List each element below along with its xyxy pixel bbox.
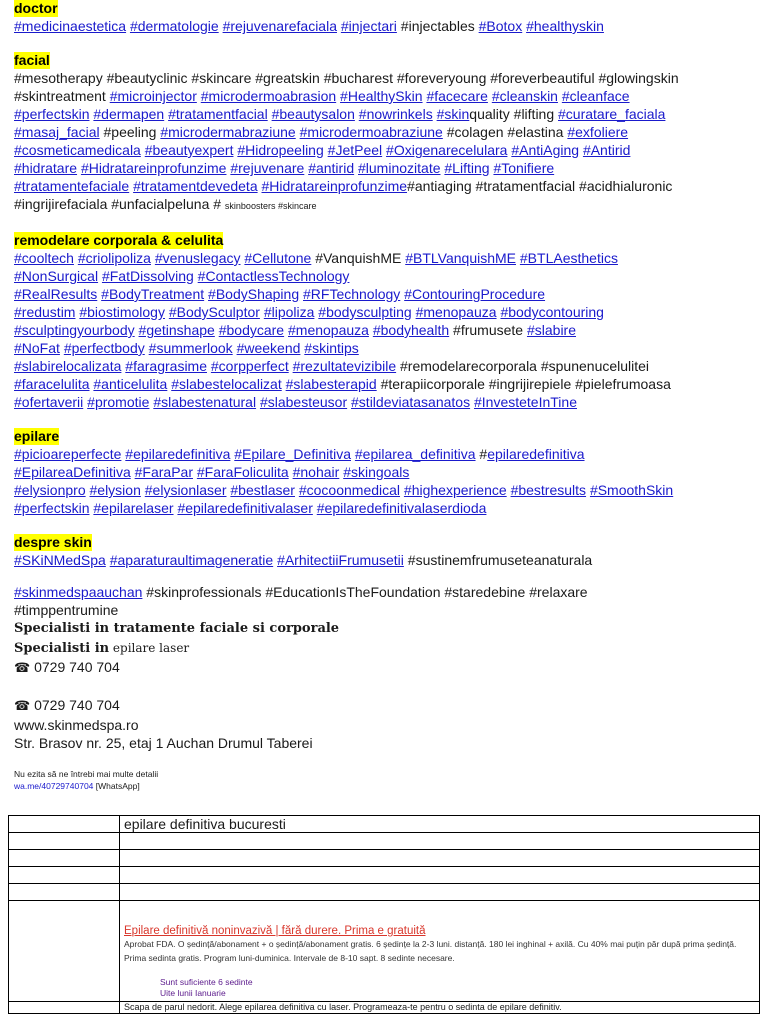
hashtag-link[interactable]: #tratamentfacial <box>168 106 268 122</box>
contact-note <box>14 768 759 792</box>
table-cell <box>120 833 760 850</box>
plain-text: #skinprofessionals #EducationIsTheFoundation #staredebine #relaxare <box>142 584 588 600</box>
hashtag-link[interactable]: #bestlaser <box>230 482 295 498</box>
hashtag-line <box>14 321 759 339</box>
document-body <box>14 0 759 792</box>
address-text: Str. Brasov nr. 25, etaj 1 Auchan Drumul Taberei <box>14 735 313 751</box>
section-heading: despre skin <box>14 534 92 550</box>
hashtag-link[interactable]: #Cellutone <box>244 250 312 266</box>
plain-text: #timppentrumine <box>14 602 119 618</box>
hashtag-line <box>14 69 759 87</box>
hashtag-link[interactable]: #JetPeel <box>327 142 383 158</box>
hashtag-link[interactable]: #rezultatevizibile <box>292 358 397 374</box>
hashtag-link[interactable]: #Antirid <box>582 142 631 158</box>
hashtag-link[interactable]: #curatare_faciala <box>558 106 666 122</box>
section-facial <box>14 52 759 215</box>
specialists-line-2-bold: Specialisti in <box>14 641 110 656</box>
hashtag-link[interactable]: #venuslegacy <box>154 250 241 266</box>
hashtag-block <box>14 551 759 569</box>
hashtag-link[interactable]: #perfectbody <box>63 340 145 356</box>
hashtag-line <box>14 445 759 463</box>
phone-number-2[interactable]: 0729 740 704 <box>34 697 120 713</box>
hashtag-link[interactable]: #ArhitectiiFrumusetii <box>277 552 404 568</box>
hashtag-link[interactable]: #elysionlaser <box>144 482 227 498</box>
phone-icon: ☎ <box>14 699 31 714</box>
hashtag-link[interactable]: #medicinaestetica <box>14 18 127 34</box>
table-cell <box>120 850 760 867</box>
hashtag-link[interactable]: #epilarea_definitiva <box>354 446 476 462</box>
hashtag-link[interactable]: #Hidratareinprofunzime <box>261 178 408 194</box>
hashtag-link[interactable]: #faragrasime <box>125 358 207 374</box>
hashtag-line <box>14 499 759 517</box>
hashtag-link[interactable]: #microinjector <box>109 88 197 104</box>
hashtag-link[interactable]: #RealResults <box>14 286 98 302</box>
section-heading: facial <box>14 52 50 68</box>
hashtag-line <box>14 17 759 35</box>
table-cell <box>9 884 120 901</box>
hashtag-line <box>14 339 759 357</box>
table-row <box>9 816 760 833</box>
hashtag-link[interactable]: #stildeviatasanatos <box>351 394 471 410</box>
hashtag-line <box>14 393 759 411</box>
table-cell <box>9 867 120 884</box>
hashtag-link[interactable]: #nowrinkels <box>358 106 433 122</box>
hashtag-line <box>14 357 759 375</box>
footer-tags <box>14 583 759 619</box>
specialists-line-2-rest: epilare laser <box>109 641 190 655</box>
hashtag-link[interactable]: #EpilareaDefinitiva <box>14 464 131 480</box>
hashtag-link[interactable]: #summerlook <box>148 340 233 356</box>
hashtag-link[interactable]: #epilaredefinitivalaser <box>177 500 313 516</box>
plain-text: #terapiicorporale #ingrijirepiele #pielefrumoasa <box>376 376 671 392</box>
plain-text: #injectables <box>396 18 479 34</box>
hashtag-link[interactable]: #weekend <box>236 340 301 356</box>
hashtag-link[interactable]: #SKiNMedSpa <box>14 552 106 568</box>
hashtag-link[interactable]: #ContactlessTechnology <box>197 268 350 284</box>
hashtag-link[interactable]: #skin <box>436 106 470 122</box>
hashtag-line <box>14 177 759 195</box>
hashtag-link[interactable]: #BodySculptor <box>168 304 260 320</box>
hashtag-link[interactable]: #bodyhealth <box>372 322 450 338</box>
phone-line-2 <box>14 696 759 716</box>
hashtag-block <box>14 17 759 35</box>
plain-text: skinboosters #skincare <box>224 201 317 211</box>
hashtag-link[interactable]: #menopauza <box>415 304 497 320</box>
table-last-cell: Scapa de parul nedorit. Alege epilarea definitiva cu laser. Programeaza-te pentru o sedinta de epilare definitiv. <box>120 1002 760 1014</box>
hashtag-line <box>14 141 759 159</box>
hashtag-link[interactable]: #corpperfect <box>210 358 289 374</box>
plain-text: #ingrijirefaciala #unfacialpeluna # <box>14 196 225 212</box>
table-row <box>9 850 760 867</box>
hashtag-link[interactable]: #cleanskin <box>491 88 558 104</box>
whatsapp-line <box>14 780 759 792</box>
hashtag-link[interactable]: #antirid <box>308 160 355 176</box>
plain-text: #VanquishME <box>311 250 406 266</box>
section-heading: doctor <box>14 0 58 16</box>
phone-icon: ☎ <box>14 661 31 676</box>
hashtag-link[interactable]: #elysionpro <box>14 482 86 498</box>
hashtag-line <box>14 303 759 321</box>
table-row <box>9 833 760 850</box>
hashtag-link[interactable]: #HealthySkin <box>340 88 423 104</box>
hashtag-link[interactable]: #highexperience <box>403 482 507 498</box>
hashtag-link[interactable]: #perfectskin <box>14 106 90 122</box>
hashtag-link[interactable]: #slabirelocalizata <box>14 358 122 374</box>
hashtag-link[interactable]: #Lifting <box>444 160 490 176</box>
hashtag-link[interactable]: #rejuvenare <box>230 160 305 176</box>
table-cell <box>9 833 120 850</box>
hashtag-link[interactable]: #bodysculpting <box>318 304 412 320</box>
hashtag-link[interactable]: #nohair <box>292 464 340 480</box>
hashtag-link[interactable]: #slabesterapid <box>285 376 377 392</box>
hashtag-link[interactable]: #cooltech <box>14 250 74 266</box>
hashtag-link[interactable]: #rejuvenarefaciala <box>222 18 337 34</box>
hashtag-link[interactable]: #picioareperfecte <box>14 446 122 462</box>
section-heading: epilare <box>14 428 60 444</box>
hashtag-link[interactable]: #aparaturaultimageneratie <box>109 552 274 568</box>
table-cell <box>120 867 760 884</box>
hashtag-link[interactable]: #Botox <box>478 18 523 34</box>
hashtag-link[interactable]: #ContouringProcedure <box>404 286 546 302</box>
plain-text: # <box>475 446 488 462</box>
plain-text: #colagen #elastina <box>442 124 568 140</box>
hashtag-link[interactable]: #tratamentefaciale <box>14 178 130 194</box>
hashtag-link[interactable]: #microdermoabraziune <box>299 124 443 140</box>
hashtag-link[interactable]: #NoFat <box>14 340 60 356</box>
hashtag-line <box>14 285 759 303</box>
hashtag-link[interactable]: #FatDissolving <box>101 268 194 284</box>
hashtag-link[interactable]: #bodycare <box>218 322 285 338</box>
hashtag-block <box>14 69 759 215</box>
hashtag-link[interactable]: #microdermoabrasion <box>200 88 337 104</box>
hashtag-link[interactable]: #FaraFoliculita <box>196 464 289 480</box>
hashtag-link[interactable]: #injectari <box>340 18 397 34</box>
hashtag-link[interactable]: #Epilare_Definitiva <box>234 446 351 462</box>
hashtag-link[interactable]: #BTLAesthetics <box>519 250 618 266</box>
hashtag-link[interactable]: #cleanface <box>561 88 630 104</box>
hashtag-link[interactable]: #lipoliza <box>263 304 315 320</box>
hashtag-link[interactable]: #epilaredefinitiva <box>125 446 231 462</box>
plain-text: quality #lifting <box>469 106 559 122</box>
table-cell <box>9 816 120 833</box>
hashtag-link[interactable]: #redustim <box>14 304 76 320</box>
hashtag-link[interactable]: #faracelulita <box>14 376 90 392</box>
hashtag-line <box>14 123 759 141</box>
hashtag-link[interactable]: #epilarelaser <box>93 500 174 516</box>
hashtag-link[interactable]: epilaredefinitiva <box>487 446 585 462</box>
plain-text: #remodelarecorporala #spunenucelulitei <box>396 358 650 374</box>
table-row <box>9 901 760 1002</box>
hashtag-line <box>14 375 759 393</box>
hashtag-line <box>14 87 759 105</box>
section-despre-skin <box>14 534 759 569</box>
hashtag-link[interactable]: #menopauza <box>288 322 369 338</box>
hashtag-link[interactable]: #healthyskin <box>526 18 604 34</box>
plain-text: #skintreatment <box>14 88 110 104</box>
hashtag-link[interactable]: #cosmeticamedicala <box>14 142 141 158</box>
hashtag-link[interactable]: #sculptingyourbody <box>14 322 135 338</box>
hashtag-link[interactable]: #dermatologie <box>129 18 219 34</box>
table-header-cell: epilare definitiva bucuresti <box>120 816 760 833</box>
section-epilare <box>14 428 759 517</box>
table-row <box>9 867 760 884</box>
hashtag-line <box>14 267 759 285</box>
hashtag-link[interactable]: #microdermabraziune <box>160 124 296 140</box>
hashtag-link[interactable]: #Hidropeeling <box>237 142 324 158</box>
plain-text: #peeling <box>99 124 161 140</box>
hashtag-link[interactable]: #beautysalon <box>271 106 355 122</box>
hashtag-line <box>14 463 759 481</box>
hashtag-line <box>14 105 759 123</box>
phone-line-1 <box>14 658 759 678</box>
table-cell <box>9 850 120 867</box>
hashtag-link[interactable]: #AntiAging <box>511 142 580 158</box>
specialists-line-2 <box>14 638 759 658</box>
whatsapp-suffix: [WhatsApp] <box>93 781 140 791</box>
hashtag-link[interactable]: #BodyShaping <box>208 286 300 302</box>
hashtag-link[interactable]: #biostimology <box>79 304 165 320</box>
hashtag-link[interactable]: #beautyexpert <box>144 142 234 158</box>
hashtag-link[interactable]: #RFTechnology <box>303 286 401 302</box>
hashtag-link[interactable]: #elysion <box>89 482 141 498</box>
hashtag-link[interactable]: #Hidratareinprofunzime <box>80 160 227 176</box>
hashtag-link[interactable]: #slabestenatural <box>153 394 257 410</box>
plain-text: #sustinemfrumuseteanaturala <box>403 552 593 568</box>
hashtag-link[interactable]: #slabestelocalizat <box>171 376 282 392</box>
hashtag-link[interactable]: #luminozitate <box>358 160 441 176</box>
hashtag-block <box>14 249 759 411</box>
hashtag-line <box>14 195 759 215</box>
table-row <box>9 884 760 901</box>
hashtag-line <box>14 159 759 177</box>
section-heading: remodelare corporala & celulita <box>14 232 224 248</box>
hashtag-link[interactable]: #BTLVanquishME <box>405 250 516 266</box>
hashtag-link[interactable]: #bestresults <box>510 482 587 498</box>
promo-sub-2: Uite lunii Ianuarie <box>160 988 226 998</box>
hashtag-link[interactable]: #ofertaverii <box>14 394 84 410</box>
footer-tag-line <box>14 583 759 601</box>
hashtag-link[interactable]: #slabire <box>526 322 576 338</box>
hashtag-link[interactable]: #NonSurgical <box>14 268 99 284</box>
section-doctor <box>14 0 759 35</box>
hashtag-line <box>14 249 759 267</box>
table-row <box>9 1002 760 1014</box>
hashtag-line <box>14 481 759 499</box>
promo-text: Aprobat FDA. O ședință/abonament + o ședință/abonament gratis. 6 ședințe la 2-3 luni. distanță. 180 lei inghinal + axilă. Cu 40% mai puțin păr după prima ședință. Prima sedinta gratis. Program luni-duminica. Intervale de 8-10 sapt. 8 sedinte necesare. <box>124 939 737 963</box>
promo-sub-1: Sunt suficiente 6 sedinte <box>160 977 253 987</box>
promo-title-link[interactable]: Epilare definitivă noninvazivă | fără durere. Prima e gratuită <box>124 925 426 937</box>
hashtag-link[interactable]: #skinmedspaauchan <box>14 584 143 600</box>
hashtag-link[interactable]: #skingoals <box>343 464 410 480</box>
table-cell <box>9 901 120 1002</box>
hashtag-link[interactable]: #InvesteteInTine <box>473 394 577 410</box>
whatsapp-link[interactable]: wa.me/40729740704 <box>14 781 94 791</box>
contact-note-text: Nu ezita să ne întrebi mai multe detalii <box>14 769 159 779</box>
hashtag-link[interactable]: #BodyTreatment <box>101 286 205 302</box>
phone-number-1[interactable]: 0729 740 704 <box>34 659 120 675</box>
hashtag-link[interactable]: #criolipoliza <box>77 250 151 266</box>
hashtag-link[interactable]: #cocoonmedical <box>298 482 401 498</box>
hashtag-link[interactable]: #facecare <box>426 88 488 104</box>
hashtag-link[interactable]: #getinshape <box>138 322 215 338</box>
plain-text: #frumusete <box>449 322 527 338</box>
hashtag-link[interactable]: #exfoliere <box>567 124 629 140</box>
hashtag-link[interactable]: #hidratare <box>14 160 78 176</box>
hashtag-link[interactable]: #bodycontouring <box>500 304 604 320</box>
hashtag-link[interactable]: #epilaredefinitivalaserdioda <box>316 500 487 516</box>
hashtag-link[interactable]: #slabesteusor <box>259 394 348 410</box>
section-remodelare-corporala-celulita <box>14 232 759 411</box>
hashtag-link[interactable]: #Oxigenarecelulara <box>386 142 508 158</box>
website-text[interactable]: www.skinmedspa.ro <box>14 717 139 733</box>
hashtag-sections <box>14 0 759 569</box>
plain-text: #antiaging #tratamentfacial #acidhialuronic <box>407 178 673 194</box>
hashtag-link[interactable]: #anticelulita <box>93 376 168 392</box>
hashtag-link[interactable]: #dermapen <box>93 106 165 122</box>
hashtag-link[interactable]: #Tonifiere <box>493 160 555 176</box>
hashtag-block <box>14 445 759 517</box>
hashtag-line <box>14 551 759 569</box>
hashtag-link[interactable]: #SmoothSkin <box>589 482 674 498</box>
table-cell <box>9 1002 120 1014</box>
table-cell <box>120 884 760 901</box>
hashtag-link[interactable]: #skintips <box>304 340 359 356</box>
hashtag-link[interactable]: #masaj_facial <box>14 124 100 140</box>
hashtag-link[interactable]: #promotie <box>87 394 150 410</box>
hashtag-link[interactable]: #perfectskin <box>14 500 90 516</box>
hashtag-link[interactable]: #tratamentdevedeta <box>133 178 258 194</box>
info-table <box>8 815 760 1014</box>
footer-tag-line <box>14 601 759 619</box>
promo-cell <box>120 901 760 1002</box>
hashtag-link[interactable]: #FaraPar <box>134 464 193 480</box>
plain-text: #mesotherapy #beautyclinic #skincare #greatskin #bucharest #foreveryoung #foreverbeautiful #glowingskin <box>14 70 679 86</box>
specialists-line-1: Specialisti in tratamente faciale si corporale <box>14 621 340 636</box>
